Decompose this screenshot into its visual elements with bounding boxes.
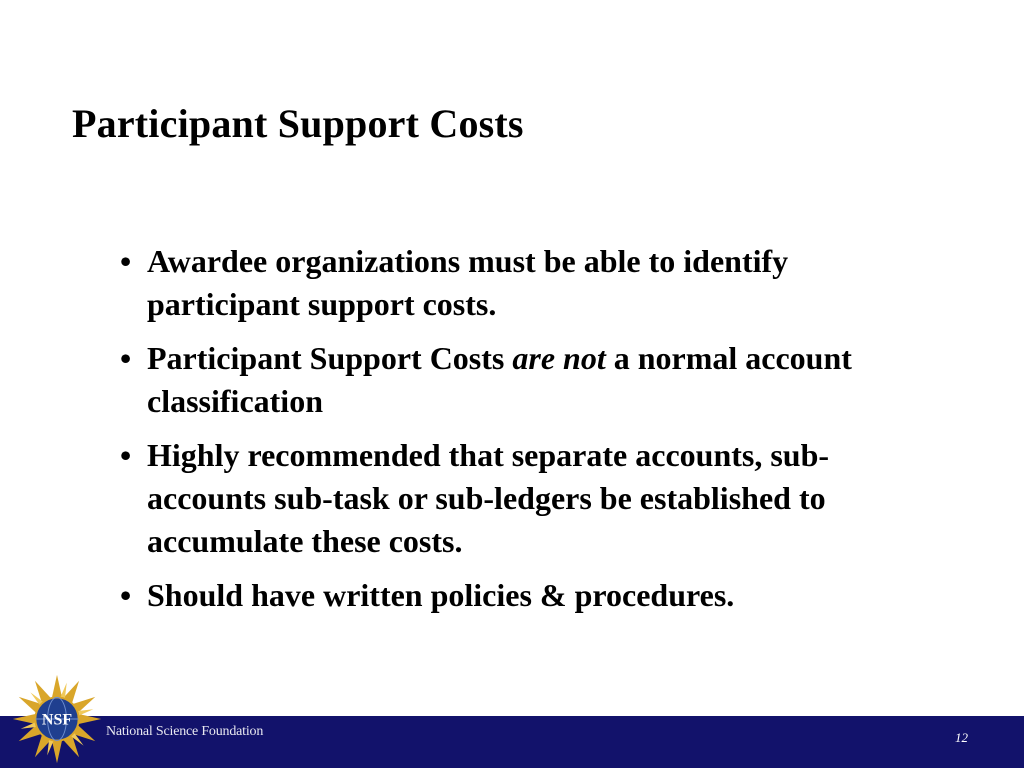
bullet-marker: • bbox=[120, 243, 132, 279]
bullet-text bbox=[147, 340, 852, 419]
bullet-emphasis: are not bbox=[512, 340, 606, 376]
bullet-marker: • bbox=[120, 340, 132, 376]
logo-text: NSF bbox=[41, 711, 73, 729]
bullet-marker: • bbox=[120, 437, 132, 473]
bullet-list bbox=[116, 240, 936, 628]
nsf-globe-logo-icon bbox=[10, 672, 104, 766]
bullet-item bbox=[116, 574, 936, 617]
bullet-text: Should have written policies & procedures. bbox=[147, 577, 735, 613]
slide-title: Participant Support Costs bbox=[72, 101, 524, 146]
bullet-text-part: Participant Support Costs bbox=[147, 340, 513, 376]
bullet-item bbox=[116, 434, 936, 563]
bullet-item bbox=[116, 337, 936, 423]
bullet-text: Highly recommended that separate accounts, sub-accounts sub-task or sub-ledgers be established to accumulate these costs. bbox=[147, 437, 830, 559]
bullet-item bbox=[116, 240, 936, 326]
page-number: 12 bbox=[955, 730, 968, 745]
bullet-marker: • bbox=[120, 577, 132, 613]
bullet-text: Awardee organizations must be able to identify participant support costs. bbox=[147, 243, 789, 322]
footer-organization-name: National Science Foundation bbox=[106, 724, 264, 739]
bullet-text-part: a normal account classification bbox=[147, 340, 852, 419]
